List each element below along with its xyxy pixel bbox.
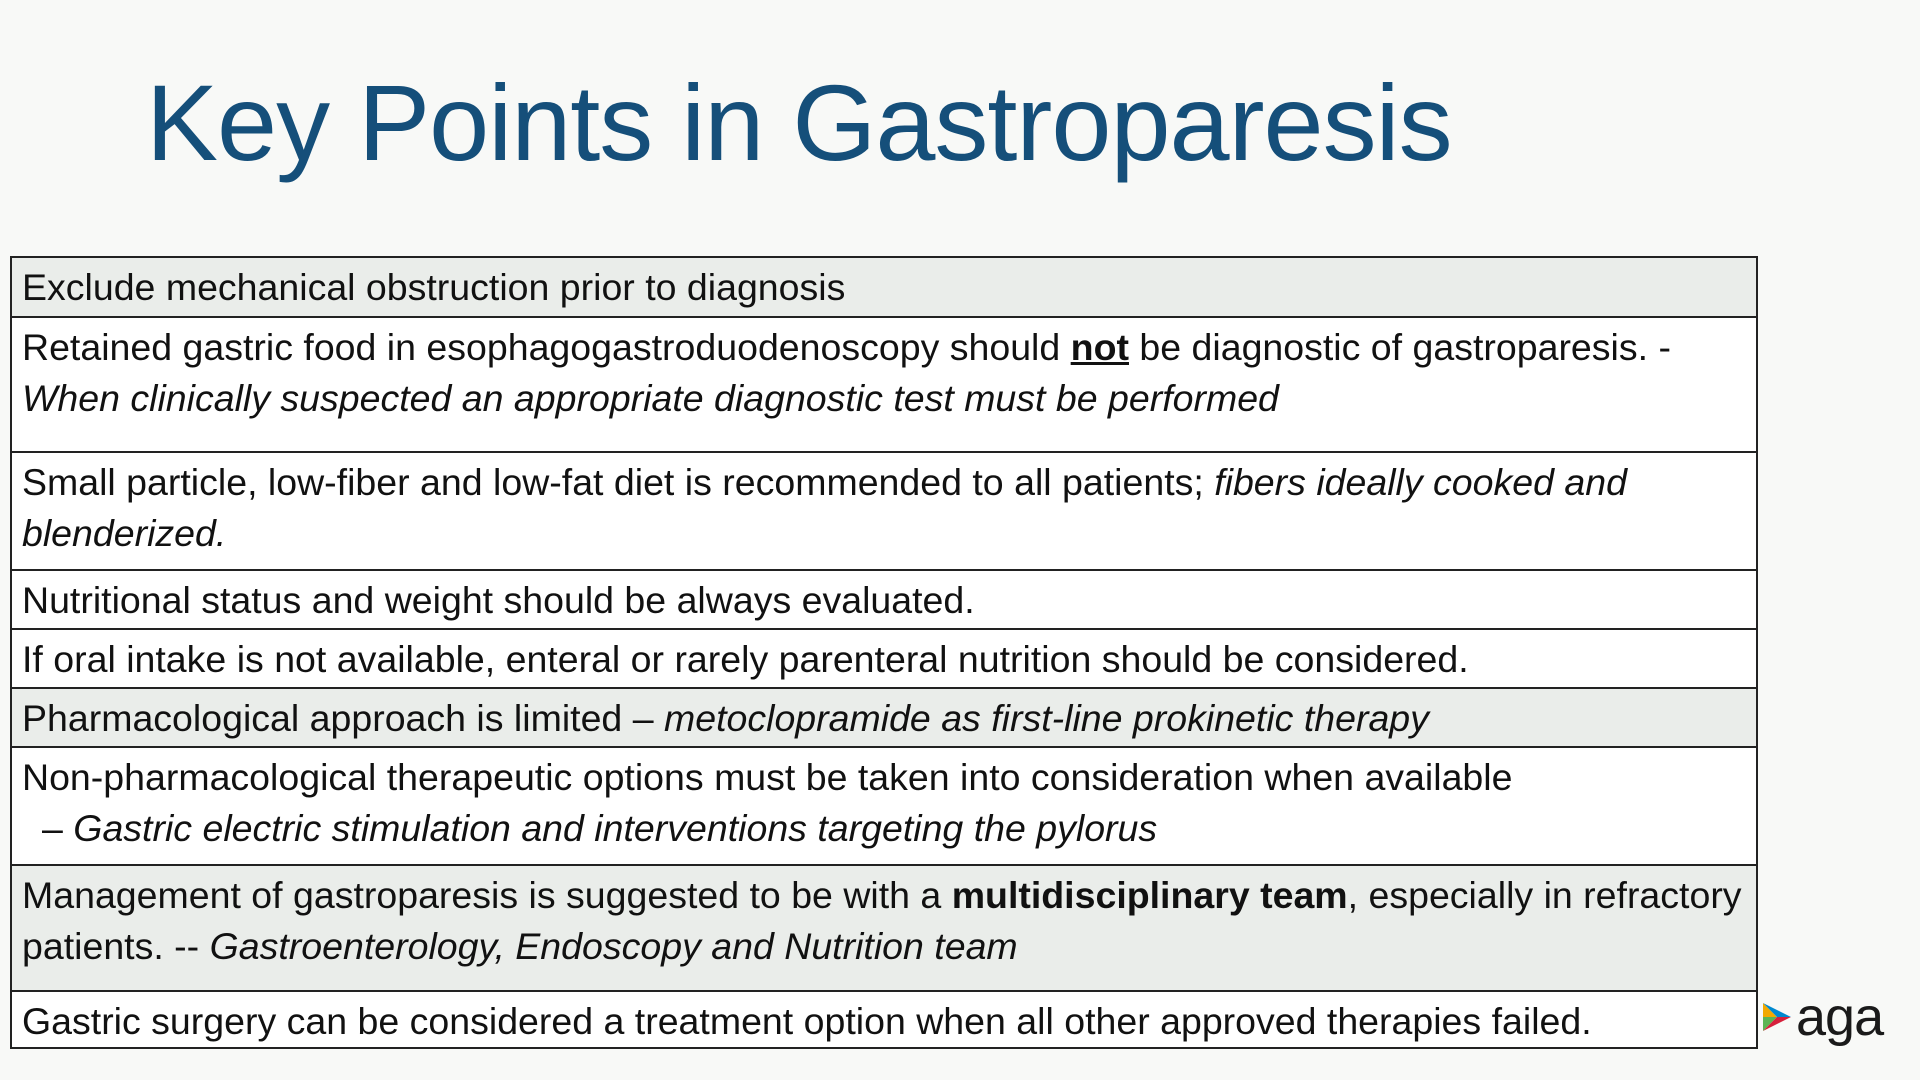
row-bold: multidisciplinary team <box>951 874 1348 916</box>
table-row <box>12 689 1756 748</box>
table-row <box>12 453 1756 571</box>
row-dash: – <box>42 807 74 849</box>
row-italic: Gastroenterology, Endoscopy and Nutrition team <box>209 925 1018 967</box>
row-text: Pharmacological approach is limited – <box>22 697 664 739</box>
slide-title: Key Points in Gastroparesis <box>146 62 1452 183</box>
row-text: Small particle, low-fiber and low-fat diet is recommended to all patients; <box>22 461 1215 503</box>
row-text: Non-pharmacological therapeutic options must be taken into consideration when available <box>22 756 1513 798</box>
row-text: If oral intake is not available, enteral or rarely parenteral nutrition should be considered. <box>22 638 1469 680</box>
table-row <box>12 866 1756 992</box>
row-italic: fibers ideally cooked and blenderized. <box>22 461 1627 554</box>
key-points-table <box>10 256 1758 1049</box>
row-italic: When clinically suspected an appropriate diagnostic test must be performed <box>22 377 1279 419</box>
table-row <box>12 748 1756 866</box>
aga-triangle-logo-icon <box>1760 1000 1794 1034</box>
row-emphasis: not <box>1070 326 1129 368</box>
row-text: be diagnostic of gastroparesis. - <box>1128 326 1671 368</box>
table-row <box>12 318 1756 453</box>
row-text: Nutritional status and weight should be always evaluated. <box>22 579 975 621</box>
table-row <box>12 992 1756 1049</box>
table-row <box>12 258 1756 318</box>
row-text: Exclude mechanical obstruction prior to diagnosis <box>22 266 846 308</box>
row-text: Gastric surgery can be considered a treatment option when all other approved therapies failed. <box>22 1000 1592 1042</box>
row-text: Management of gastroparesis is suggested to be with a <box>22 874 952 916</box>
aga-logo <box>1760 986 1890 1048</box>
row-text: , especially in refractory patients. -- <box>22 874 1742 967</box>
table-row <box>12 571 1756 630</box>
row-italic: Gastric electric stimulation and interventions targeting the pylorus <box>73 807 1158 849</box>
table-row <box>12 630 1756 689</box>
row-italic: metoclopramide as first-line prokinetic therapy <box>664 697 1429 739</box>
row-text: Retained gastric food in esophagogastroduodenoscopy should <box>22 326 1071 368</box>
logo-text: aga <box>1796 987 1884 1047</box>
row-subline <box>22 803 1746 854</box>
